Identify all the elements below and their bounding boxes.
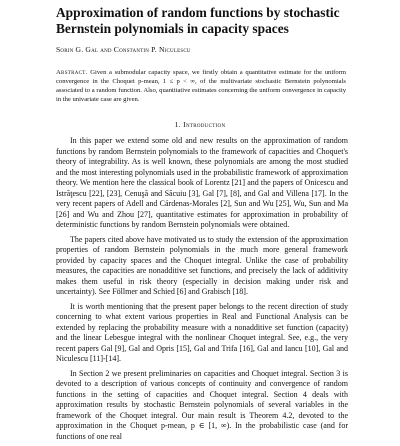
- paper-authors: Sorin G. Gal and Constantin P. Niculescu: [56, 45, 191, 54]
- body-paragraph: It is worth mentioning that the present paper belongs to the recent direction of study concerning to what extent various properties in Real and Functional Analysis can be extended by replacing the probability measure with a nonadditive set function (capacity) and the linear Lebesgue integral with the nonlinear Choquet integral. See, e.g., the very recent papers Gal [9], Gal and Opris [15], Gal and Trifa [16], Gal and Iancu [10], Gal and Niculescu [11]-[14].: [56, 301, 348, 363]
- abstract-label: Abstract.: [56, 69, 88, 76]
- body-paragraph: In this paper we extend some old and new results on the approximation of random functions by random Bernstein polynomials to the framework of capacities and Choquet's theory of integrability. As is well known, these polynomials are among the most studied and the most interesting polynomials used in the probabilistic framework of approximation theory. We mention here the classical book of Lorentz [21] and the papers of Onicescu and Istrăţescu [22], [23], Cenuşă and Săcuiu [3], Gal [7], [8], and Gal and Villena [17]. In the very recent papers of Adell and Cárdenas-Morales [2], Sun and Wu [25], Wu, Sun and Ma [26] and Wu and Zhou [27], quantitative estimates for approximation in probability of deterministic functions by random Bernstein polynomials were obtained.: [56, 136, 348, 229]
- abstract-text: Given a submodular capacity space, we firstly obtain a quantitative estimate for the uniform convergence in the Choquet p-mean, 1 ≤ p < ∞, of the multivariate stochastic Bernstein polynomials associated to a random function. Also, quantitative estimates concerning the uniform convergence in capacity in the univariate case are given.: [56, 69, 346, 103]
- body-paragraph: The papers cited above have motivated us to study the extension of the approximation properties of random Bernstein polynomials in the much more general framework provided by capacity spaces and the Choquet integral. Unlike the case of probability measures, the capacities are nonadditive set functions, and precisely the lack of additivity makes them useful in risk theory (especially in decision making under risk and uncertainty). See Föllmer and Schied [6] and Grabisch [18].: [56, 234, 348, 296]
- body-paragraph: In Section 2 we present preliminaries on capacities and Choquet integral. Section 3 is devoted to a description of various concepts of continuity and convergence of random functions in the setting of capacities and Choquet integral. Section 4 deals with approximation results by stochastic Bernstein polynomials of several variables in the framework of the Choquet integral. Our main result is Theorem 4.2, devoted to the approximation in the Choquet p-mean, p ∈ [1, ∞). In the probabilistic case (and for functions of one real: [56, 368, 348, 441]
- paper-body: [56, 136, 348, 446]
- section-heading-introduction: 1. Introduction: [174, 120, 226, 129]
- abstract: [56, 68, 346, 104]
- paper-title: Approximation of random functions by stochastic Bernstein polynomials in capacity spaces: [56, 5, 340, 36]
